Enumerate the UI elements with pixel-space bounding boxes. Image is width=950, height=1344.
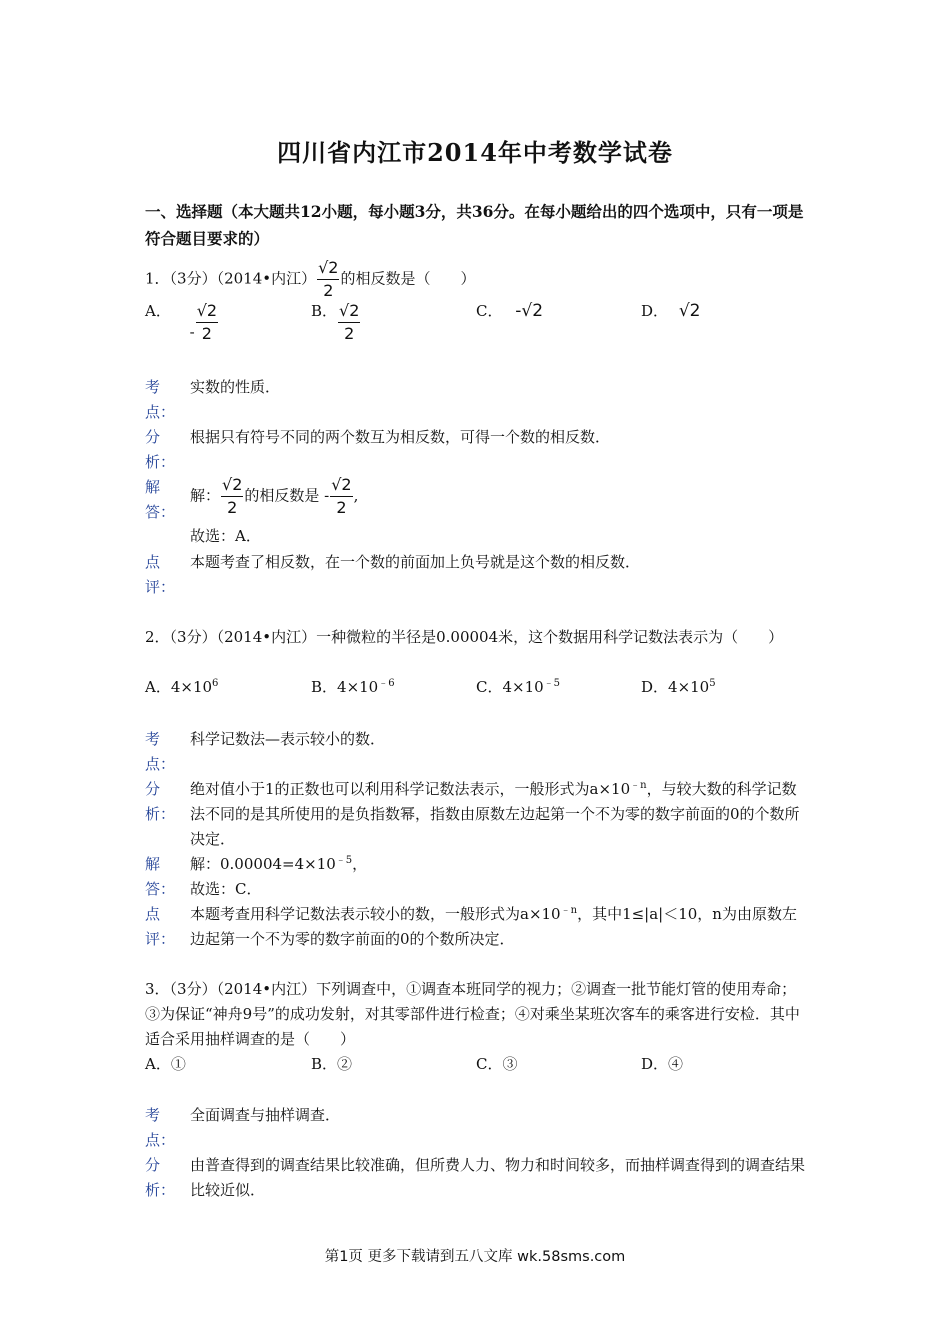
q2-jieda-line2: 故选：C． xyxy=(190,880,262,898)
q2-fenxi-exp: ﹣n xyxy=(630,780,647,791)
q2-dianping-b: ，其中1≤|a|＜10，n为由原数左边起第一个不为零的数字前面的0的个数所决定． xyxy=(190,905,797,948)
q2-jieda-label xyxy=(145,852,176,902)
label-fen: 分 xyxy=(145,1156,161,1174)
q2-dianping-label xyxy=(145,902,176,952)
q1-option-d xyxy=(641,300,700,321)
q1-frac-den: 2 xyxy=(323,281,334,300)
section-heading: 一、选择题（本大题共12小题，每小题3分，共36分。在每小题给出的四个选项中，只有一项是符合题目要求的） xyxy=(145,202,804,248)
q1-jieda-end: , xyxy=(353,486,359,505)
q1-option-a-fraction xyxy=(196,300,218,345)
q3-fenxi: 由普查得到的调查结果比较准确，但所费人力、物力和时间较多，而抽样调查得到的调查结果比较近似． xyxy=(190,1156,806,1199)
q2-fenxi-b: ，与较大数的科学记数法不同的是其所使用的是负指数幂，指数由原数左边起第一个不为零的数字前面的0的个数所决定． xyxy=(190,780,800,848)
label-ping: 评： xyxy=(145,578,176,596)
page-title: 四川省内江市2014年中考数学试卷 xyxy=(277,138,673,167)
q1-jieda-mid: 的相反数是 - xyxy=(244,486,330,505)
q2-option-a xyxy=(145,676,218,697)
q2-kaodian: 科学记数法—表示较小的数． xyxy=(190,730,386,748)
q2-dianping-exp: ﹣n xyxy=(560,905,578,916)
q1-fraction xyxy=(317,257,339,302)
q1-option-a-sign: - xyxy=(189,322,195,341)
q1-option-b-fraction xyxy=(338,300,360,345)
q3-fenxi-label xyxy=(145,1153,176,1203)
q2-option-c-exp: ﹣5 xyxy=(543,678,561,689)
label-dian2: 点 xyxy=(145,905,161,923)
q1-option-c-label: C． xyxy=(476,302,503,320)
label-dian: 点： xyxy=(145,403,176,421)
q3-option-c: C．③ xyxy=(476,1055,518,1073)
q2-fenxi-label xyxy=(145,777,176,827)
q2-dianping xyxy=(190,902,805,952)
q1-option-a-den: 2 xyxy=(201,324,212,343)
q1-option-b-den: 2 xyxy=(344,324,355,343)
q1-option-c xyxy=(476,300,543,321)
q2-option-c xyxy=(476,676,560,697)
q2-options xyxy=(145,676,805,716)
label-kao: 考 xyxy=(145,1106,161,1124)
q1-jieda-frac-2 xyxy=(330,474,352,519)
q2-kaodian-label xyxy=(145,727,176,777)
q1-option-a xyxy=(145,300,219,345)
question-3: 3．（3分）（2014•内江）下列调查中，①调查本班同学的视力；②调查一批节能灯管的使用寿命；③为保证“神舟9号”的成功发射，对其零部件进行检查；④对乘坐某班次客车的乘客进行安检．其中适合采用抽样调查的是（ ） xyxy=(145,980,800,1048)
q2-jieda xyxy=(190,852,805,877)
q2-dianping-a: 本题考查用科学记数法表示较小的数，一般形式为a×10 xyxy=(190,905,561,923)
q1-jieda-frac-1-den: 2 xyxy=(227,498,238,517)
label-dian: 点： xyxy=(145,1131,176,1149)
q1-option-a-num: √2 xyxy=(196,300,218,323)
q1-jieda-label xyxy=(145,475,176,525)
label-da: 答： xyxy=(145,880,176,898)
label-kao: 考 xyxy=(145,378,161,396)
q1-fenxi-label xyxy=(145,425,176,475)
label-fen: 分 xyxy=(145,780,161,798)
q1-option-a-label: A． xyxy=(145,302,171,320)
label-fen: 分 xyxy=(145,428,161,446)
question-2: 2．（3分）（2014•内江）一种微粒的半径是0.00004米，这个数据用科学记数法表示为（ ） xyxy=(145,628,784,646)
label-jie: 解 xyxy=(145,855,161,873)
q3-option-b: B．② xyxy=(311,1055,353,1073)
q2-option-c-text: C．4×10 xyxy=(476,678,544,696)
page-footer: 第1页 更多下载请到五八文库 wk.58sms.com xyxy=(324,1249,626,1265)
q1-dianping-label xyxy=(145,550,176,600)
question-1 xyxy=(145,257,810,302)
q2-option-b-text: B．4×10 xyxy=(311,678,379,696)
q2-option-b xyxy=(311,676,395,697)
q2-option-d-text: D．4×10 xyxy=(641,678,710,696)
q3-kaodian: 全面调查与抽样调查． xyxy=(190,1106,341,1124)
q2-option-b-exp: ﹣6 xyxy=(378,678,395,689)
label-dian2: 点 xyxy=(145,553,161,571)
q2-option-a-exp: 6 xyxy=(212,678,219,689)
q1-option-b-num: √2 xyxy=(338,300,360,323)
q1-jieda-frac-2-num: √2 xyxy=(330,474,352,497)
q1-frac-num: √2 xyxy=(317,257,339,280)
q1-options xyxy=(145,300,805,343)
q3-options xyxy=(145,1053,805,1093)
q1-option-b-label: B． xyxy=(311,302,338,320)
q1-option-d-label: D． xyxy=(641,302,669,320)
label-xi: 析： xyxy=(145,805,176,823)
q2-jieda-a: 解：0.00004=4×10 xyxy=(190,855,336,873)
q1-jieda-frac-1 xyxy=(221,474,243,519)
q1-jieda-frac-2-den: 2 xyxy=(336,498,347,517)
q2-option-d xyxy=(641,676,716,697)
q2-fenxi xyxy=(190,777,805,852)
q1-jieda-prefix: 解： xyxy=(190,486,221,505)
q3-kaodian-label xyxy=(145,1103,176,1153)
q1-dianping: 本题考查了相反数，在一个数的前面加上负号就是这个数的相反数． xyxy=(190,553,641,571)
label-jie: 解 xyxy=(145,478,161,496)
q1-suffix: 的相反数是（ ） xyxy=(340,269,476,288)
q1-kaodian-label xyxy=(145,375,176,425)
q1-option-b xyxy=(311,300,361,345)
q2-fenxi-a: 绝对值小于1的正数也可以利用科学记数法表示，一般形式为a×10 xyxy=(190,780,631,798)
q2-option-d-exp: 5 xyxy=(709,678,716,689)
q2-option-a-text: A．4×10 xyxy=(145,678,213,696)
label-kao: 考 xyxy=(145,730,161,748)
label-dian: 点： xyxy=(145,755,176,773)
q1-option-d-value: √2 xyxy=(678,301,701,321)
q1-jieda-frac-1-num: √2 xyxy=(221,474,243,497)
q1-kaodian: 实数的性质． xyxy=(190,378,281,396)
label-xi: 析： xyxy=(145,1181,176,1199)
q3-option-d: D．④ xyxy=(641,1055,684,1073)
label-xi: 析： xyxy=(145,453,176,471)
label-da: 答： xyxy=(145,503,176,521)
q1-prefix: 1．（3分）（2014•内江） xyxy=(145,269,317,288)
q3-option-a: A．① xyxy=(145,1055,186,1073)
q1-option-c-value: -√2 xyxy=(515,301,544,321)
label-ping: 评： xyxy=(145,930,176,948)
q2-jieda-b: ， xyxy=(352,855,368,873)
q1-fenxi: 根据只有符号不同的两个数互为相反数，可得一个数的相反数． xyxy=(190,428,611,446)
q2-jieda-exp: ﹣5 xyxy=(335,855,353,866)
q1-jieda-line2: 故选：A． xyxy=(190,527,261,545)
q1-jieda xyxy=(190,474,805,519)
